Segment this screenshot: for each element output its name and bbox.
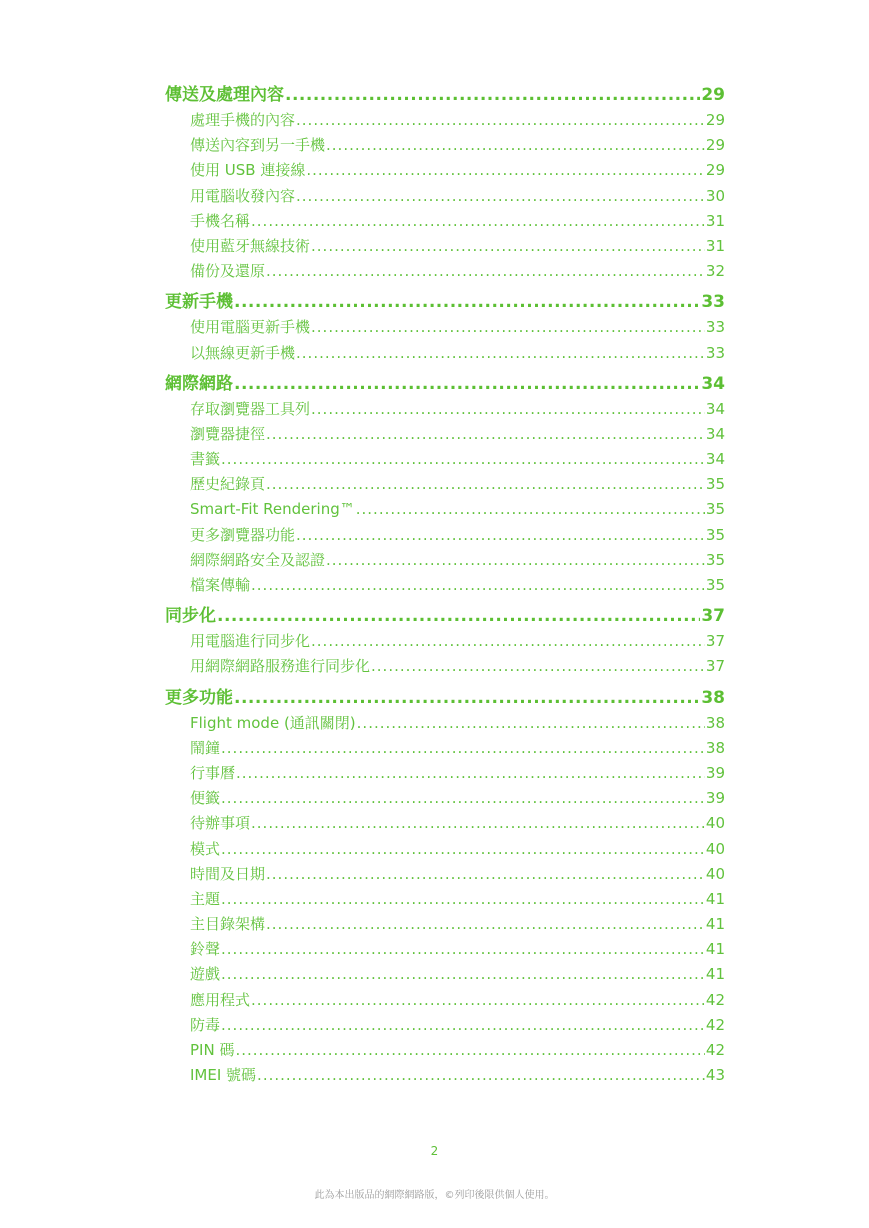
toc-entry-title: 主目錄架構 [190,915,266,934]
toc-entry-title: 模式 [190,839,221,858]
toc-heading-page: 34 [701,373,725,394]
toc-entry[interactable] [165,1038,725,1063]
toc-entry-page: 38 [705,713,725,732]
toc-entry[interactable] [165,736,725,761]
table-of-contents [165,83,725,1088]
dot-leader [266,422,705,447]
page-number: 2 [430,1144,439,1158]
toc-entry-title: 以無線更新手機 [190,343,296,362]
dot-leader [311,234,705,259]
toc-entry-page: 40 [705,839,725,858]
toc-section [165,372,725,599]
toc-heading-page: 33 [701,292,725,313]
toc-entry-title: 使用 USB 連接線 [190,161,306,180]
toc-entry-title: IMEI 號碼 [190,1066,257,1085]
toc-entry-title: 檔案傳輸 [190,576,251,594]
toc-entry-page: 33 [705,318,725,337]
toc-entry-title: 鈴聲 [190,940,221,959]
toc-entry[interactable] [165,397,725,422]
toc-heading-title: 更多功能 [165,687,233,708]
toc-entry-page: 41 [705,915,725,934]
toc-heading[interactable] [165,604,725,629]
dot-leader [357,711,705,736]
dot-leader [326,548,705,573]
toc-entry-page: 42 [705,1041,725,1059]
toc-entry-page: 42 [705,990,725,1009]
toc-entry-page: 39 [705,763,725,782]
dot-leader [257,1063,705,1088]
toc-entry-page: 40 [705,864,725,883]
toc-entry-page: 34 [705,399,725,418]
toc-entry-page: 40 [705,814,725,833]
toc-entry-page: 35 [705,550,725,569]
toc-entry-title: 行事曆 [190,763,236,782]
dot-leader [311,629,705,654]
toc-entry-page: 34 [705,424,725,443]
toc-heading-title: 同步化 [165,606,216,627]
dot-leader [221,1013,705,1038]
toc-entry-title: 鬧鐘 [190,738,221,757]
toc-entry[interactable] [165,1063,725,1088]
dot-leader [266,472,705,497]
toc-entry-page: 35 [705,500,725,519]
toc-entry[interactable] [165,259,725,284]
toc-entry-title: Flight mode (通訊關閉) [190,713,356,732]
dot-leader [285,83,700,108]
toc-entry-title: 手機名稱 [190,211,251,230]
toc-entry[interactable] [165,341,725,366]
toc-entry[interactable] [165,711,725,736]
dot-leader [251,988,705,1013]
dot-leader [234,372,700,397]
toc-heading[interactable] [165,290,725,315]
toc-entry[interactable] [165,837,725,862]
toc-heading-page: 38 [701,687,725,708]
dot-leader [234,290,700,315]
toc-entry[interactable] [165,422,725,447]
toc-entry-page: 41 [705,940,725,959]
toc-entry-page: 42 [705,1015,725,1034]
toc-entry[interactable] [165,315,725,340]
dot-leader [221,736,705,761]
dot-leader [251,811,705,836]
dot-leader [296,341,705,366]
toc-entry-title: 備份及還原 [190,262,266,281]
toc-entry-title: 網際網路安全及認證 [190,550,326,569]
toc-entry-page: 29 [705,111,725,129]
toc-entry[interactable] [165,523,725,548]
dot-leader [296,108,705,133]
dot-leader [311,397,705,422]
toc-entry[interactable] [165,988,725,1013]
toc-entry[interactable] [165,962,725,987]
toc-entry-page: 39 [705,789,725,808]
toc-entry[interactable] [165,937,725,962]
toc-entry[interactable] [165,786,725,811]
dot-leader [251,573,705,598]
toc-heading-title: 更新手機 [165,292,233,313]
toc-entry-page: 30 [705,186,725,205]
dot-leader [371,654,705,679]
toc-entry-page: 43 [705,1066,725,1085]
toc-entry-title: Smart-Fit Rendering™ [190,500,355,519]
toc-entry-page: 38 [705,738,725,757]
toc-entry[interactable] [165,472,725,497]
toc-entry-title: 便籤 [190,789,221,808]
toc-entry-title: 用電腦收發內容 [190,186,296,205]
toc-entry-title: 存取瀏覽器工具列 [190,399,311,418]
toc-section [165,290,725,365]
toc-entry-page: 31 [705,211,725,230]
dot-leader [236,761,705,786]
toc-entry-page: 31 [705,236,725,255]
toc-entry[interactable] [165,811,725,836]
dot-leader [311,315,705,340]
toc-entry[interactable] [165,447,725,472]
toc-entry[interactable] [165,573,725,598]
dot-leader [221,447,705,472]
toc-entry-title: 主題 [190,889,221,908]
toc-entry-title: 待辦事項 [190,814,251,833]
toc-entry[interactable] [165,887,725,912]
toc-entry-page: 34 [705,450,725,469]
toc-entry-page: 29 [705,136,725,155]
dot-leader [326,133,705,158]
toc-entry-title: 用網際網路服務進行同步化 [190,657,371,676]
toc-entry-title: 遊戲 [190,965,221,984]
dot-leader [217,604,700,629]
dot-leader [356,497,705,522]
toc-entry[interactable] [165,761,725,786]
toc-entry-title: 應用程式 [190,990,251,1009]
toc-heading-title: 網際網路 [165,373,233,394]
toc-entry-page: 35 [705,475,725,494]
toc-entry[interactable] [165,629,725,654]
toc-entry-title: 使用藍牙無線技術 [190,236,311,255]
dot-leader [221,962,705,987]
toc-entry-title: 時間及日期 [190,864,266,883]
toc-entry[interactable] [165,234,725,259]
toc-entry[interactable] [165,862,725,887]
toc-entry-title: 書籤 [190,450,221,469]
toc-entry[interactable] [165,184,725,209]
dot-leader [221,786,705,811]
toc-entry[interactable] [165,912,725,937]
toc-entry-title: 瀏覽器捷徑 [190,424,266,443]
toc-entry-title: 傳送內容到另一手機 [190,136,326,155]
toc-section [165,83,725,284]
dot-leader [266,912,705,937]
toc-entry[interactable] [165,108,725,133]
dot-leader [234,686,700,711]
toc-entry[interactable] [165,548,725,573]
toc-entry-page: 41 [705,965,725,984]
toc-entry-title: 更多瀏覽器功能 [190,525,296,544]
toc-entry[interactable] [165,497,725,522]
toc-entry-title: 防毒 [190,1015,221,1034]
toc-section [165,686,725,1089]
toc-heading[interactable] [165,686,725,711]
toc-entry-page: 35 [705,525,725,544]
dot-leader [266,259,705,284]
dot-leader [235,1038,704,1063]
toc-entry-title: PIN 碼 [190,1041,235,1059]
toc-heading-page: 29 [701,85,725,105]
toc-heading[interactable] [165,372,725,397]
toc-entry-title: 歷史紀錄頁 [190,475,266,494]
toc-entry-page: 35 [705,576,725,594]
footer-notice: 此為本出版品的網際網路版，©列印後限供個人使用。 [314,1190,555,1201]
toc-entry-title: 使用電腦更新手機 [190,318,311,337]
toc-entry[interactable] [165,1013,725,1038]
toc-entry-page: 33 [705,343,725,362]
toc-entry-title: 用電腦進行同步化 [190,632,311,651]
dot-leader [221,837,705,862]
toc-entry-page: 37 [705,657,725,676]
toc-entry-title: 處理手機的內容 [190,111,296,129]
toc-entry[interactable] [165,158,725,183]
dot-leader [296,184,705,209]
toc-entry[interactable] [165,654,725,679]
toc-heading[interactable] [165,83,725,108]
toc-entry[interactable] [165,209,725,234]
toc-heading-page: 37 [701,606,725,627]
toc-entry-page: 41 [705,889,725,908]
dot-leader [221,937,705,962]
toc-entry-page: 29 [705,161,725,180]
dot-leader [251,209,705,234]
dot-leader [221,887,705,912]
toc-entry[interactable] [165,133,725,158]
dot-leader [306,158,705,183]
toc-heading-title: 傳送及處理內容 [165,85,284,105]
dot-leader [266,862,705,887]
dot-leader [296,523,705,548]
toc-entry-page: 32 [705,262,725,281]
toc-entry-page: 37 [705,632,725,651]
toc-section [165,604,725,679]
